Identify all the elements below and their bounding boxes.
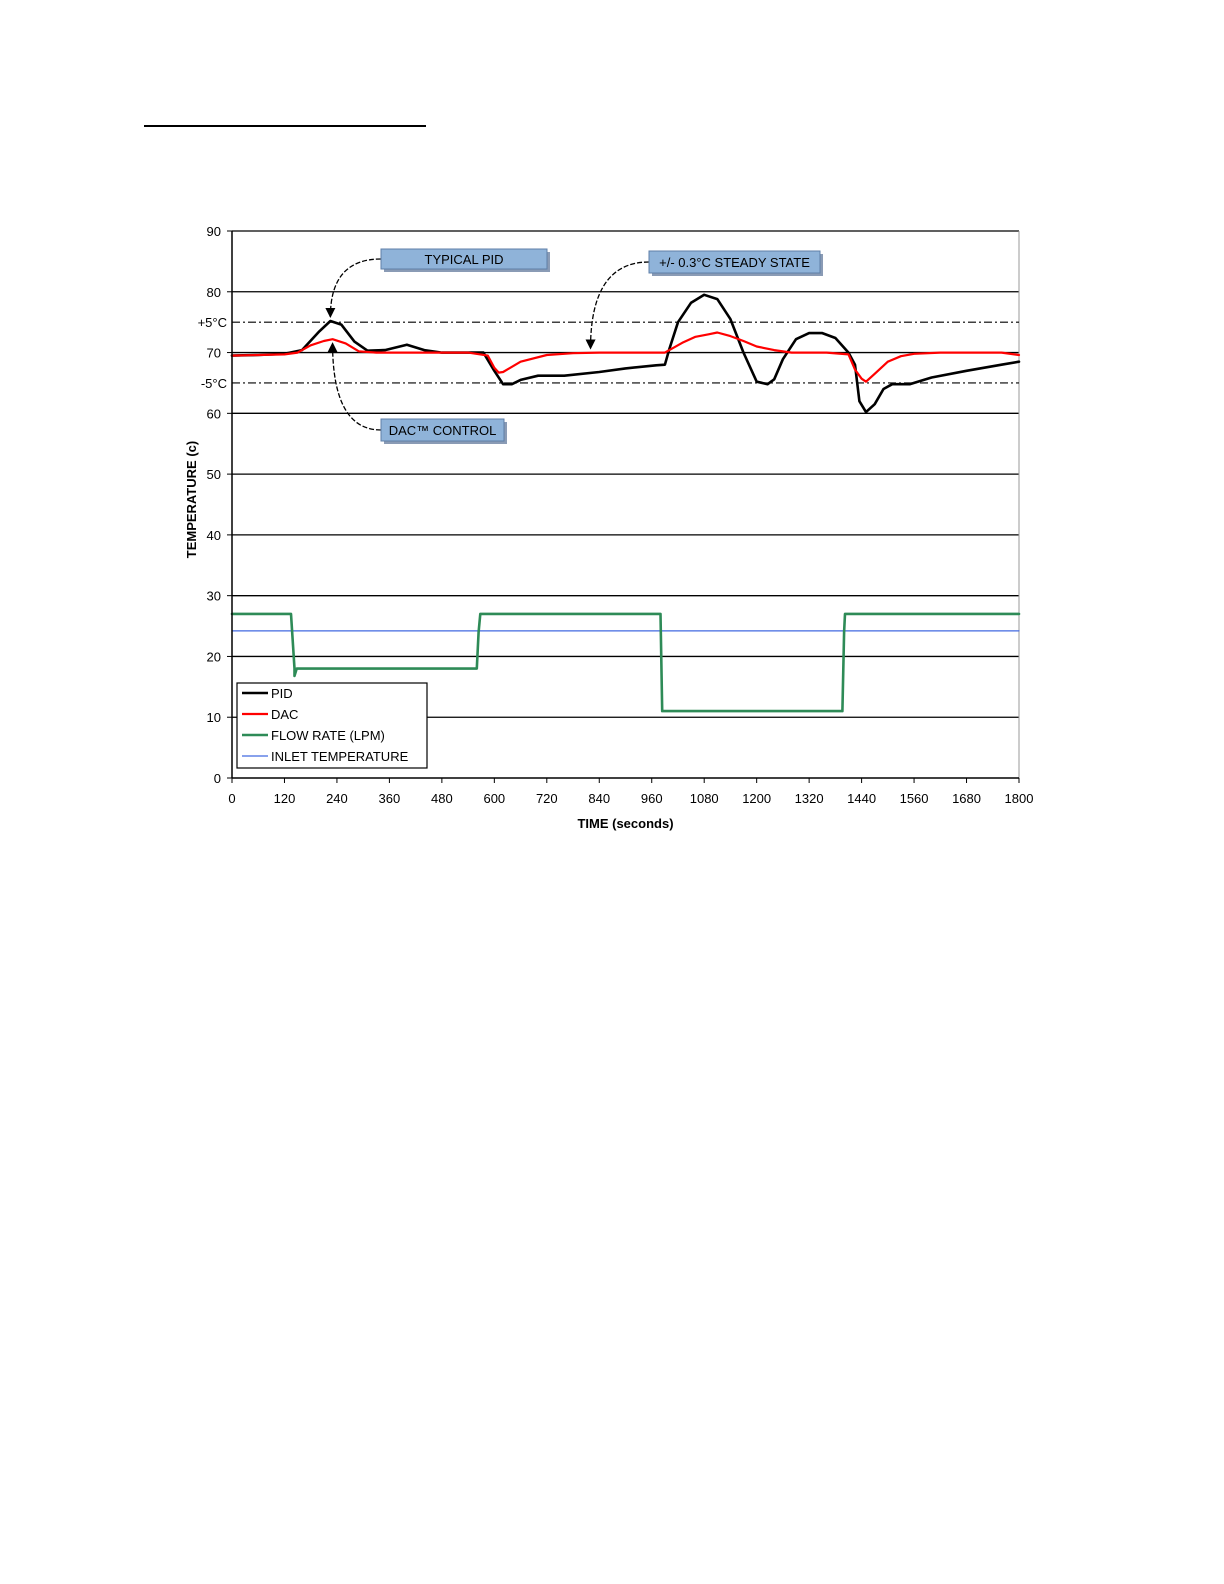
x-tick-label: 1080 xyxy=(689,791,719,806)
y-tick-label: 0 xyxy=(213,771,221,786)
legend-entry: INLET TEMPERATURE xyxy=(271,749,409,764)
x-axis-title: TIME (seconds) xyxy=(577,816,674,831)
x-tick-label: 720 xyxy=(535,791,558,806)
y-tick-label: 10 xyxy=(206,710,221,726)
callout-label: DAC™ CONTROL xyxy=(388,423,497,438)
callout-label: TYPICAL PID xyxy=(424,252,504,267)
y-tick-label: 80 xyxy=(206,284,221,300)
callout-arrow xyxy=(591,262,649,349)
y-tick-label: 60 xyxy=(206,406,221,422)
legend-entry: FLOW RATE (LPM) xyxy=(271,728,385,743)
x-tick-label: 840 xyxy=(588,791,611,806)
y-tick-label: 40 xyxy=(206,527,221,543)
callout-label: +/- 0.3°C STEADY STATE xyxy=(659,255,810,270)
callout-arrow xyxy=(330,259,381,317)
x-tick-label: 1680 xyxy=(952,791,981,806)
legend-entry: PID xyxy=(271,686,293,701)
x-tick-label: 1560 xyxy=(899,791,929,806)
x-tick-label: 1320 xyxy=(794,791,824,806)
y-tick-label: 30 xyxy=(206,588,221,604)
legend-entry: DAC xyxy=(271,707,299,722)
x-tick-label: 600 xyxy=(483,791,506,806)
x-tick-label: 0 xyxy=(228,791,236,806)
x-tick-label: 360 xyxy=(378,791,401,806)
callout-arrow xyxy=(333,343,381,430)
y-tick-label: 70 xyxy=(206,345,221,361)
x-tick-label: 1800 xyxy=(1004,791,1034,806)
x-tick-label: 120 xyxy=(273,791,296,806)
y-axis-title: TEMPERATURE (c) xyxy=(184,440,199,559)
x-tick-label: 1200 xyxy=(742,791,772,806)
reference-line-label: -5°C xyxy=(200,375,227,391)
x-tick-label: 480 xyxy=(431,791,453,806)
x-tick-label: 240 xyxy=(326,791,348,806)
y-tick-label: 90 xyxy=(206,224,221,239)
x-tick-label: 1440 xyxy=(847,791,877,806)
reference-line-label: +5°C xyxy=(197,315,227,331)
series-dac-line xyxy=(232,333,1019,382)
y-tick-label: 20 xyxy=(206,649,221,665)
series-lines xyxy=(232,295,1019,711)
y-tick-label: 50 xyxy=(206,467,221,483)
legend xyxy=(237,683,427,768)
x-tick-label: 960 xyxy=(640,791,663,806)
